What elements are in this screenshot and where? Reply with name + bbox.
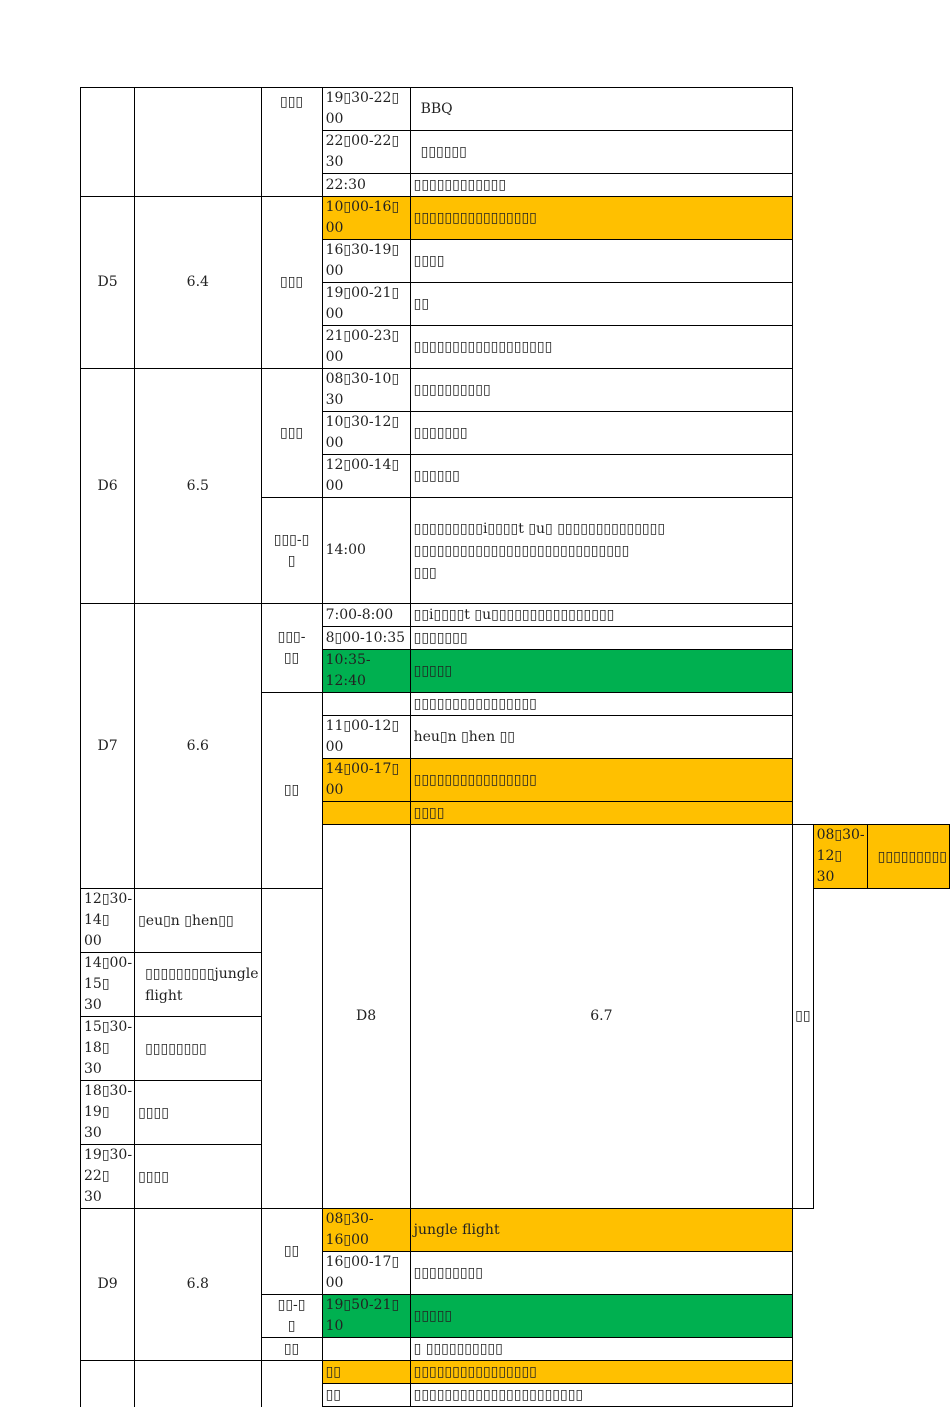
date-cell: 6.4 (135, 197, 261, 369)
time-cell: 19▯30-22▯ 00 (322, 88, 410, 131)
location-cell: ▯▯▯ (261, 369, 322, 498)
time-cell: 22▯00-22▯ 30 (322, 131, 410, 174)
activity-cell: BBQ (410, 88, 793, 131)
time-cell (322, 693, 410, 716)
date-cell (135, 88, 261, 197)
time-cell: 21▯00-23▯ 00 (322, 326, 410, 369)
activity-cell: ▯▯▯▯▯ (410, 1295, 793, 1338)
time-cell: 18▯30-19▯ 30 (81, 1081, 135, 1145)
day-cell: D5 (81, 197, 135, 369)
activity-cell: ▯▯i▯▯▯▯t ▯u▯▯▯▯▯▯▯▯▯▯▯▯▯▯▯▯ (410, 604, 793, 627)
day-cell (81, 88, 135, 197)
time-cell: 14:00 (322, 498, 410, 604)
time-cell (322, 1338, 410, 1361)
activity-cell: ▯▯▯▯▯▯▯▯▯ (410, 1252, 793, 1295)
location-cell: ▯▯ (261, 693, 322, 889)
date-cell (135, 1361, 261, 1407)
itinerary-row (81, 1361, 950, 1384)
day-cell (81, 1361, 135, 1407)
time-cell: 12▯00-14▯ 00 (322, 455, 410, 498)
activity-cell: heu▯n ▯hen ▯▯ (410, 716, 793, 759)
activity-cell: ▯▯▯▯ (135, 1145, 261, 1209)
activity-cell: ▯▯▯▯▯▯▯▯ (135, 1017, 261, 1081)
activity-cell: ▯▯▯▯▯▯▯▯▯▯▯▯▯▯▯▯ (410, 1361, 793, 1384)
activity-cell: ▯▯▯▯ (410, 240, 793, 283)
activity-cell: ▯▯▯▯▯▯▯▯▯▯▯▯▯▯▯▯ (410, 197, 793, 240)
day-cell: D8 (322, 825, 410, 1209)
activity-cell: ▯▯▯▯ (410, 802, 793, 825)
time-cell: 15▯30-18▯ 30 (81, 1017, 135, 1081)
time-cell: 16▯30-19▯ 00 (322, 240, 410, 283)
location-cell: ▯▯ (261, 1338, 322, 1361)
itinerary-row (81, 369, 950, 412)
time-cell: 19▯30-22▯ 30 (81, 1145, 135, 1209)
activity-cell: ▯ ▯▯▯▯▯▯▯▯▯▯ (410, 1338, 793, 1361)
time-cell: 14▯00-15▯ 30 (81, 953, 135, 1017)
time-cell: 19▯00-21▯ 00 (322, 283, 410, 326)
activity-cell: jungle flight (410, 1209, 793, 1252)
activity-cell: ▯▯▯▯ (135, 1081, 261, 1145)
itinerary-row (81, 88, 950, 131)
time-cell: 08▯30-10▯ 30 (322, 369, 410, 412)
day-cell: D7 (81, 604, 135, 889)
activity-cell: ▯▯▯▯▯▯▯▯▯▯▯▯▯▯▯▯ (410, 693, 793, 716)
location-cell: ▯▯▯-▯ ▯ (261, 498, 322, 604)
activity-cell: ▯▯▯▯▯▯ (410, 455, 793, 498)
time-cell: ▯▯ (322, 1384, 410, 1407)
activity-cell: ▯▯▯▯▯▯▯▯▯jungle flight (135, 953, 261, 1017)
location-cell: ▯▯▯ (261, 88, 322, 197)
time-cell: 10▯00-16▯ 00 (322, 197, 410, 240)
time-cell: 7:00-8:00 (322, 604, 410, 627)
time-cell: 08▯30-12▯ 30 (813, 825, 867, 889)
time-cell: 10▯30-12▯ 00 (322, 412, 410, 455)
time-cell (322, 802, 410, 825)
activity-cell: ▯▯▯▯▯▯▯▯▯▯▯▯▯▯▯▯▯▯ (410, 326, 793, 369)
time-cell: 12▯30-14▯ 00 (81, 889, 135, 953)
itinerary-table (80, 87, 950, 1407)
location-cell: ▯▯▯ (261, 197, 322, 369)
date-cell: 6.6 (135, 604, 261, 889)
activity-cell: ▯eu▯n ▯hen▯▯ (135, 889, 261, 953)
activity-cell: ▯▯▯▯▯▯▯▯▯▯▯▯▯▯▯▯▯▯▯▯▯▯ (410, 1384, 793, 1407)
activity-cell: ▯▯▯▯▯▯ (410, 131, 793, 174)
activity-cell: ▯▯▯▯▯▯▯▯▯▯▯▯ (410, 174, 793, 197)
location-cell: ▯▯-▯ ▯ (261, 1295, 322, 1338)
time-cell: 16▯00-17▯ 00 (322, 1252, 410, 1295)
time-cell: 19▯50-21▯ 10 (322, 1295, 410, 1338)
date-cell: 6.5 (135, 369, 261, 604)
activity-cell: ▯▯▯▯▯ (410, 650, 793, 693)
location-cell: ▯▯ (793, 825, 813, 1209)
itinerary-row (81, 1209, 950, 1252)
activity-cell: ▯▯▯▯▯▯▯▯▯i▯▯▯▯t ▯u▯ ▯▯▯▯▯▯▯▯▯▯▯▯▯▯ ▯▯▯▯▯▯▯▯▯▯▯▯▯▯▯▯▯▯▯▯▯▯▯▯▯▯▯▯ ▯▯▯ (410, 498, 793, 604)
time-cell: 11▯00-12▯ 00 (322, 716, 410, 759)
activity-cell: ▯▯▯▯▯▯▯▯▯ (867, 825, 949, 889)
time-cell: 10:35-12:40 (322, 650, 410, 693)
time-cell: 14▯00-17▯ 00 (322, 759, 410, 802)
time-cell: ▯▯ (322, 1361, 410, 1384)
activity-cell: ▯▯▯▯▯▯▯▯▯▯ (410, 369, 793, 412)
itinerary-row (81, 197, 950, 240)
time-cell: 8▯00-10:35 (322, 627, 410, 650)
day-cell: D6 (81, 369, 135, 604)
location-cell: ▯▯▯- ▯▯ (261, 604, 322, 693)
time-cell: 22:30 (322, 174, 410, 197)
itinerary-row (81, 604, 950, 627)
location-cell: ▯▯ (261, 1209, 322, 1295)
date-cell: 6.8 (135, 1209, 261, 1361)
activity-cell: ▯▯ (410, 283, 793, 326)
location-cell (261, 1361, 322, 1407)
activity-cell: ▯▯▯▯▯▯▯ (410, 412, 793, 455)
date-cell: 6.7 (410, 825, 793, 1209)
activity-cell: ▯▯▯▯▯▯▯ (410, 627, 793, 650)
time-cell: 08▯30-16▯00 (322, 1209, 410, 1252)
day-cell: D9 (81, 1209, 135, 1361)
activity-cell: ▯▯▯▯▯▯▯▯▯▯▯▯▯▯▯▯ (410, 759, 793, 802)
